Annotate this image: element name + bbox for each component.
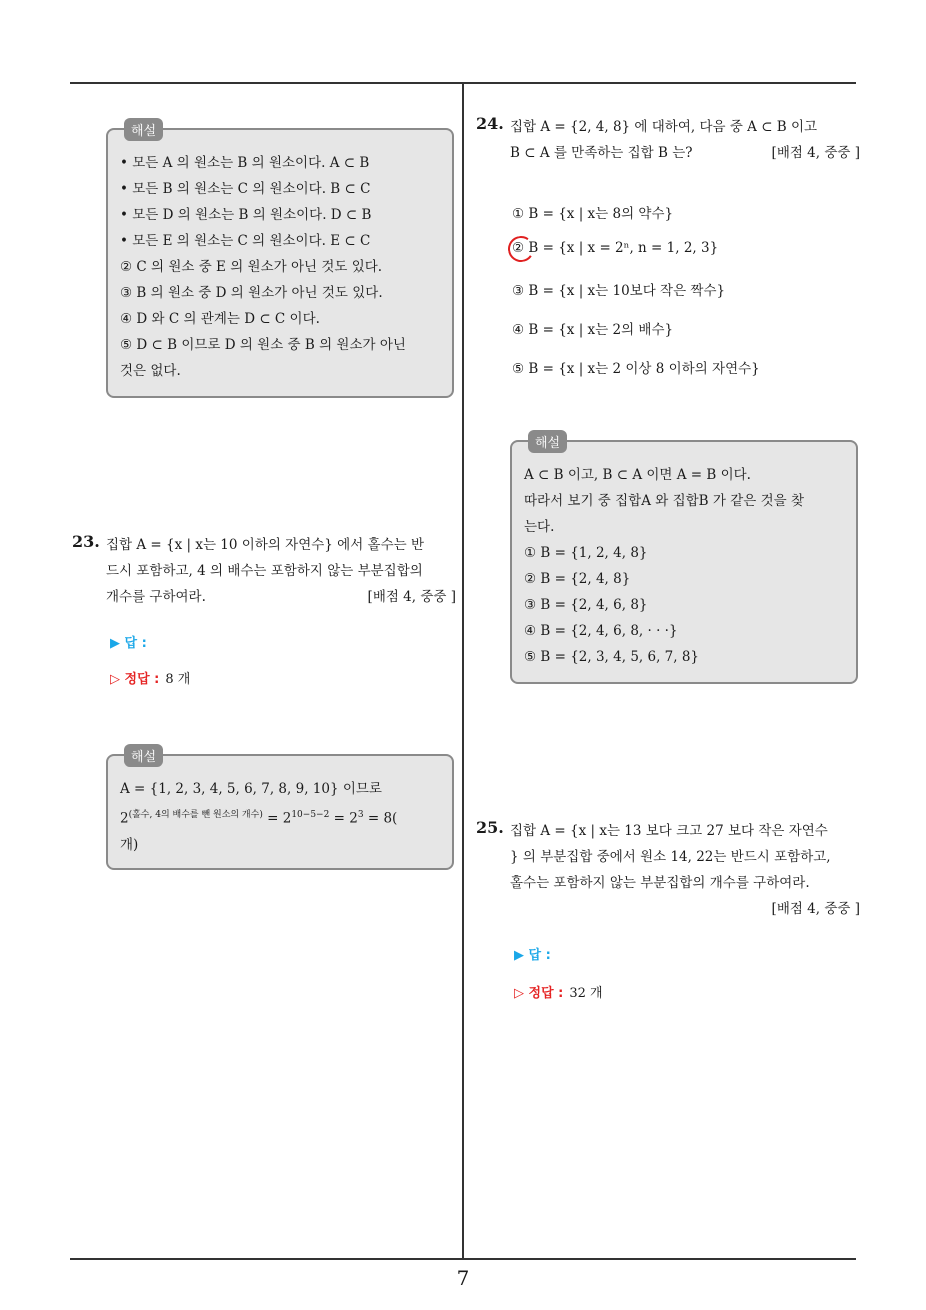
page-number: 7 — [456, 1266, 470, 1290]
solution-line: ③ B 의 원소 중 D 의 원소가 아닌 것도 있다. — [120, 285, 383, 301]
question-text: 집합 A = {2, 4, 8} 에 대하여, 다음 중 A ⊂ B 이고 — [510, 119, 818, 135]
choice-4[interactable]: ④ B = {x | x는 2의 배수} — [512, 322, 674, 338]
question-number: 23. — [72, 532, 100, 551]
answer-label: ▶ 답 : — [514, 948, 551, 963]
answer-row-23 — [110, 632, 147, 651]
question-text: 개수를 구하여라. — [106, 589, 206, 605]
solution-line: ⑤ D ⊂ B 이므로 D 의 원소 중 B 의 원소가 아닌 — [120, 337, 406, 353]
solution-line: A = {1, 2, 3, 4, 5, 6, 7, 8, 9, 10} 이므로 — [120, 781, 382, 797]
points-label: [배점 4, 중중 ] — [771, 145, 860, 161]
correct-answer-25 — [514, 982, 603, 1001]
question-text: 집합 A = {x | x는 10 이하의 자연수} 에서 홀수는 반 — [106, 537, 425, 553]
solution-line: 개) — [120, 836, 139, 853]
choice-1[interactable]: ① B = {x | x는 8의 약수} — [512, 206, 674, 222]
choice-3[interactable]: ③ B = {x | x는 10보다 작은 짝수} — [512, 283, 726, 299]
solution-line: 따라서 보기 중 집합A 와 집합B 가 같은 것을 찾 — [524, 493, 804, 509]
question-25 — [476, 818, 860, 922]
choice-5[interactable]: ⑤ B = {x | x는 2 이상 8 이하의 자연수} — [512, 361, 760, 377]
solution-tag: 해설 — [124, 744, 163, 767]
correct-label: ▷ 정답 : — [514, 986, 564, 1001]
question-number: 25. — [476, 818, 504, 837]
answer-circle-mark — [506, 234, 536, 264]
solution-tag: 해설 — [528, 430, 567, 453]
solution-line: ② B = {2, 4, 8} — [524, 571, 631, 587]
solution-line: • 모든 A 의 원소는 B 의 원소이다. A ⊂ B — [120, 155, 370, 171]
question-text: B ⊂ A 를 만족하는 집합 B 는? — [510, 145, 693, 161]
solution-box-23 — [106, 750, 454, 870]
solution-line: • 모든 D 의 원소는 B 의 원소이다. D ⊂ B — [120, 207, 372, 223]
correct-answer-23 — [110, 668, 190, 687]
solution-formula: $2^{(홀수, 4의 배수를 뺀 원소의 개수)} = 2^{10-5-2} = 2^3 = 8$( — [120, 810, 398, 827]
solution-line: ③ B = {2, 4, 6, 8} — [524, 597, 648, 613]
solution-line: ② C 의 원소 중 E 의 원소가 아닌 것도 있다. — [120, 259, 383, 275]
solution-box-24 — [510, 436, 858, 684]
solution-line: ① B = {1, 2, 4, 8} — [524, 545, 648, 561]
solution-line: 는다. — [524, 519, 555, 535]
correct-value: 8 개 — [165, 672, 191, 687]
solution-line: 것은 없다. — [120, 363, 181, 379]
points-label: [배점 4, 중중 ] — [367, 589, 456, 605]
solution-box-22 — [106, 124, 454, 398]
solution-line: • 모든 E 의 원소는 C 의 원소이다. E ⊂ C — [120, 233, 371, 249]
question-text: } 의 부분집합 중에서 원소 14, 22는 반드시 포함하고, — [510, 849, 831, 865]
question-text: 홀수는 포함하지 않는 부분집합의 개수를 구하여라. — [510, 875, 810, 891]
bottom-rule — [70, 1258, 856, 1260]
answer-label: ▶ 답 : — [110, 636, 147, 651]
answer-row-25 — [514, 944, 551, 963]
solution-line: ④ B = {2, 4, 6, 8, · · ·} — [524, 623, 678, 639]
points-label: [배점 4, 중중 ] — [771, 901, 860, 917]
solution-tag: 해설 — [124, 118, 163, 141]
question-24 — [476, 114, 860, 166]
question-text: 드시 포함하고, 4 의 배수는 포함하지 않는 부분집합의 — [106, 563, 423, 579]
choice-2[interactable]: ② B = {x | x = 2ⁿ, n = 1, 2, 3} — [512, 240, 719, 256]
question-23 — [72, 532, 456, 610]
solution-line: ⑤ B = {2, 3, 4, 5, 6, 7, 8} — [524, 649, 700, 665]
solution-line: ④ D 와 C 의 관계는 D ⊂ C 이다. — [120, 311, 320, 327]
solution-line: A ⊂ B 이고, B ⊂ A 이면 A = B 이다. — [524, 467, 751, 483]
question-text: 집합 A = {x | x는 13 보다 크고 27 보다 작은 자연수 — [510, 823, 828, 839]
solution-line: • 모든 B 의 원소는 C 의 원소이다. B ⊂ C — [120, 181, 371, 197]
column-divider — [462, 84, 464, 1260]
question-number: 24. — [476, 114, 504, 133]
correct-value: 32 개 — [569, 986, 603, 1001]
correct-label: ▷ 정답 : — [110, 672, 160, 687]
